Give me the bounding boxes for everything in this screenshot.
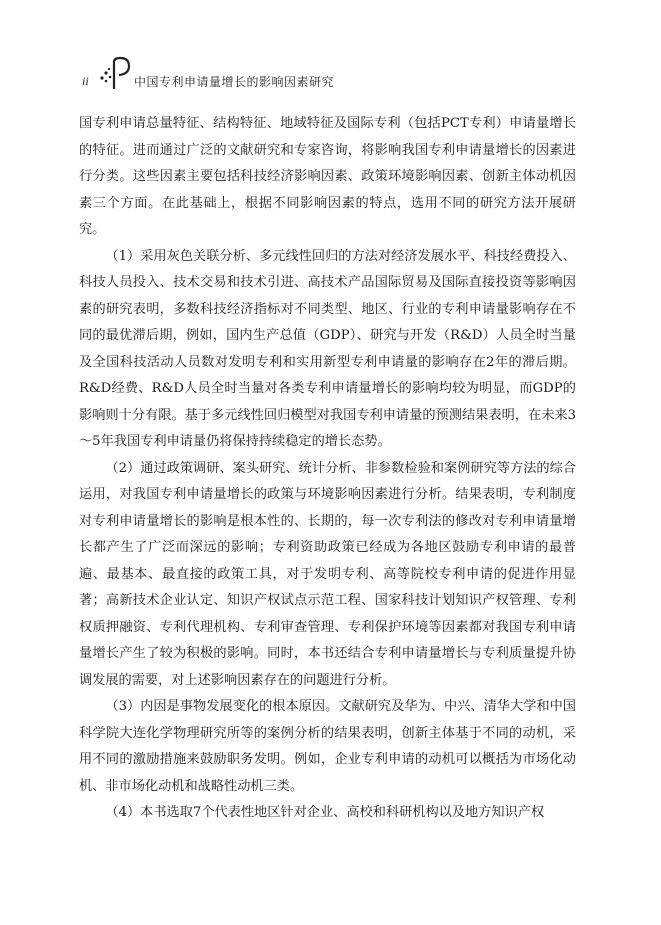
- paragraph-continuation: 国专利申请总量特征、结构特征、地域特征及国际专利（包括PCT专利）申请量增长的特征。进而通过广泛的文献研究和专家咨询，将影响我国专利申请量增长的因素进行分类。这些因素主要包括科技经济影响因素、政策环境影响因素、创新主体动机因素三个方面。在此基础上，根据不同影响因素的特点，选用不同的研究方法开展研究。: [79, 116, 576, 237]
- paragraph-policy-factors: （2）通过政策调研、案头研究、统计分析、非参数检验和案例研究等方法的综合运用，对我国专利申请量增长的政策与环境影响因素进行分析。结果表明，专利制度对专利申请量增长的影响是根本性的、长期的，每一次专利法的修改对专利申请量增长都产生了广泛而深远的影响；专利资助政策已经成为各地区鼓励专利申请的最普遍、最基本、最直接的政策工具，对于发明专利、高等院校专利申请的促进作用显著；高新技术企业认定、知识产权试点示范工程、国家科技计划知识产权管理、专利权质押融资、专利代理机构、专利审查管理、专利保护环境等因素都对我国专利申请量增长产生了较为积极的影响。同时，本书还结合专利申请量增长与专利质量提升协调发展的需要，对上述影响因素存在的问题进行分析。: [79, 460, 576, 688]
- body-text: [79, 111, 576, 827]
- paragraph-economic-factors: （1）采用灰色关联分析、多元线性回归的方法对经济发展水平、科技经费投入、科技人员投入、技术交易和技术引进、高技术产品国际贸易及国际直接投资等影响因素的研究表明，多数科技经济指标对不同类型、地区、行业的专利申请量影响存在不同的最优滞后期，例如，国内生产总值（GDP）、研究与开发（R&D）人员全时当量及全国科技活动人员数对发明专利和实用新型专利申请量的影响存在2年的滞后期。R&D经费、R&D人员全时当量对各类专利申请量增长的影响均较为明显，而GDP的影响则十分有限。基于多元线性回归模型对我国专利申请量的预测结果表明，在未来3～5年我国专利申请量仍将保持持续稳定的增长态势。: [79, 248, 576, 449]
- page-number: ii: [82, 74, 89, 88]
- paragraph-regional-survey: （4）本书选取7个代表性地区针对企业、高校和科研机构以及地方知识产权: [105, 805, 545, 820]
- publisher-logo-icon: [96, 56, 132, 90]
- paragraph-motivation-factors: （3）内因是事物发展变化的根本原因。文献研究及华为、中兴、清华大学和中国科学院大连化学物理研究所等的案例分析的结果表明，创新主体基于不同的动机，采用不同的激励措施来鼓励职务发明。例如，企业专利申请的动机可以概括为市场化动机、非市场化动机和战略性动机三类。: [79, 699, 576, 794]
- running-title: 中国专利申请量增长的影响因素研究: [134, 75, 335, 89]
- page-header: [60, 56, 620, 92]
